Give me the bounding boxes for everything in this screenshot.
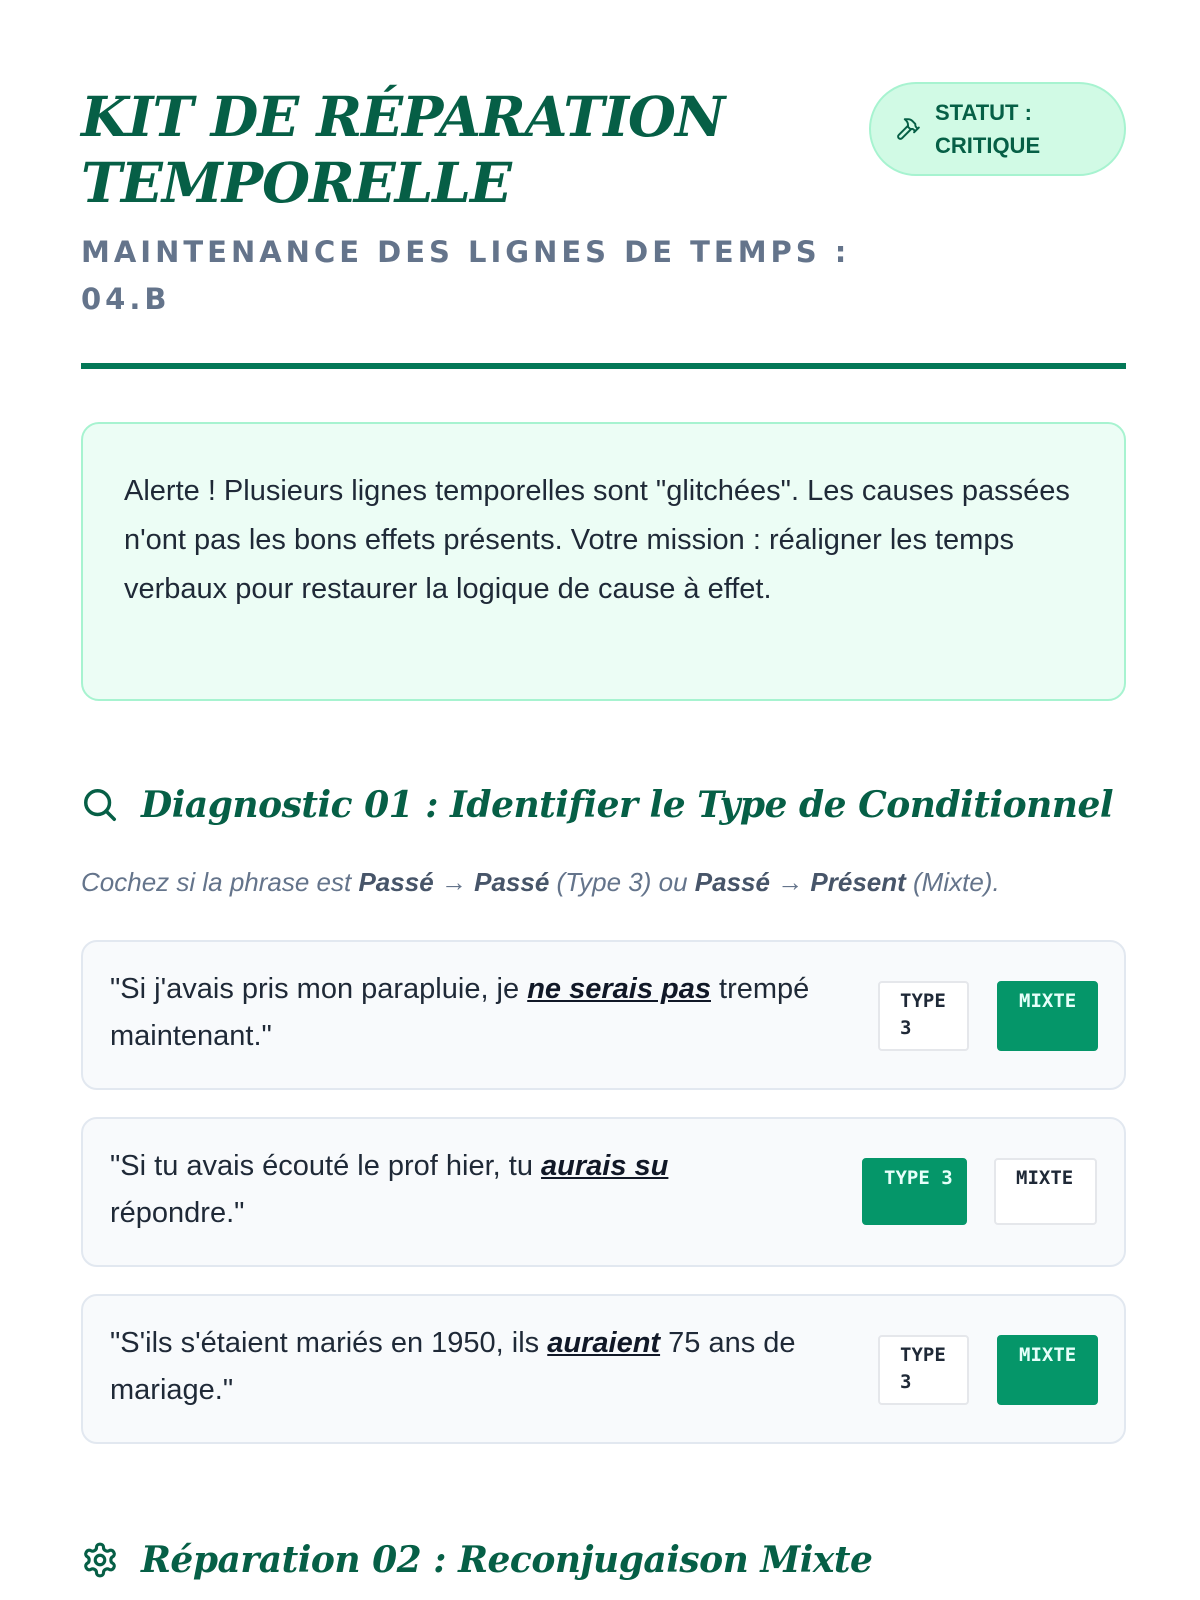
instructions-text-3: (Mixte). [905,867,1000,897]
option-mixte[interactable]: MIXTE [997,981,1098,1051]
highlighted-verb: ne serais pas [527,973,711,1005]
page-subtitle: MAINTENANCE DES LIGNES DE TEMPS : 04.B [81,235,851,316]
status-label: STATUT : CRITIQUE [935,100,1041,158]
section-title: Réparation 02 : Reconjugaison Mixte [141,1539,873,1581]
option-type-3[interactable]: TYPE 3 [878,981,969,1051]
page-title-line-1: KIT DE RÉPARATION [81,84,725,149]
instructions-text-1: Cochez si la phrase est [81,867,359,897]
alert-box [81,422,1126,701]
instructions-text-2: (Type 3) ou [549,867,695,897]
option-type-3[interactable]: TYPE 3 [878,1335,969,1405]
alert-text: Alerte ! Plusieurs lignes temporelles sont "glitchées". Les causes passées n'ont pas les bons effets présents. Votre mission : réaligner les temps verbaux pour restaurer la logique de cause à effet. [124,475,1070,605]
option-mixte[interactable]: MIXTE [997,1335,1098,1405]
sentence-before: "Si tu avais écouté le prof hier, tu [110,1150,542,1182]
option-mixte[interactable]: MIXTE [994,1158,1097,1225]
page-title [81,84,781,216]
gear-icon [81,1541,119,1579]
sentence-after: répondre." [110,1197,245,1229]
question-sentence [110,1143,750,1237]
question-card [81,940,1126,1090]
page-title-line-2: TEMPORELLE [81,150,511,215]
section-diagnostic-01 [81,778,1126,832]
instructions-arrow-1: → [433,867,475,897]
section-title: Diagnostic 01 : Identifier le Type de Conditionnel [141,784,1114,826]
question-card [81,1117,1126,1267]
sentence-after: 75 ans de mariage." [110,1327,796,1406]
instructions-arrow-2: → [769,867,811,897]
header-divider [81,363,1126,369]
instructions-bold-3: Passé [694,867,770,897]
highlighted-verb: aurais su [541,1150,669,1182]
instructions-bold-2: Passé [474,867,550,897]
search-icon [81,786,119,824]
option-type-3[interactable]: TYPE 3 [862,1158,967,1225]
question-card [81,1294,1126,1444]
hammer-icon [895,116,921,142]
section-reparation-02 [81,1533,1126,1587]
question-sentence [110,966,880,1060]
sentence-before: "S'ils s'étaient mariés en 1950, ils [110,1327,548,1359]
status-badge [869,82,1126,176]
instructions [81,864,1126,900]
header [81,84,1126,367]
question-sentence [110,1320,880,1414]
instructions-bold-4: Présent [810,867,906,897]
sentence-before: "Si j'avais pris mon parapluie, je [110,973,528,1005]
highlighted-verb: auraient [547,1327,661,1359]
instructions-bold-1: Passé [358,867,434,897]
sentence-after: trempé maintenant." [110,973,810,1052]
